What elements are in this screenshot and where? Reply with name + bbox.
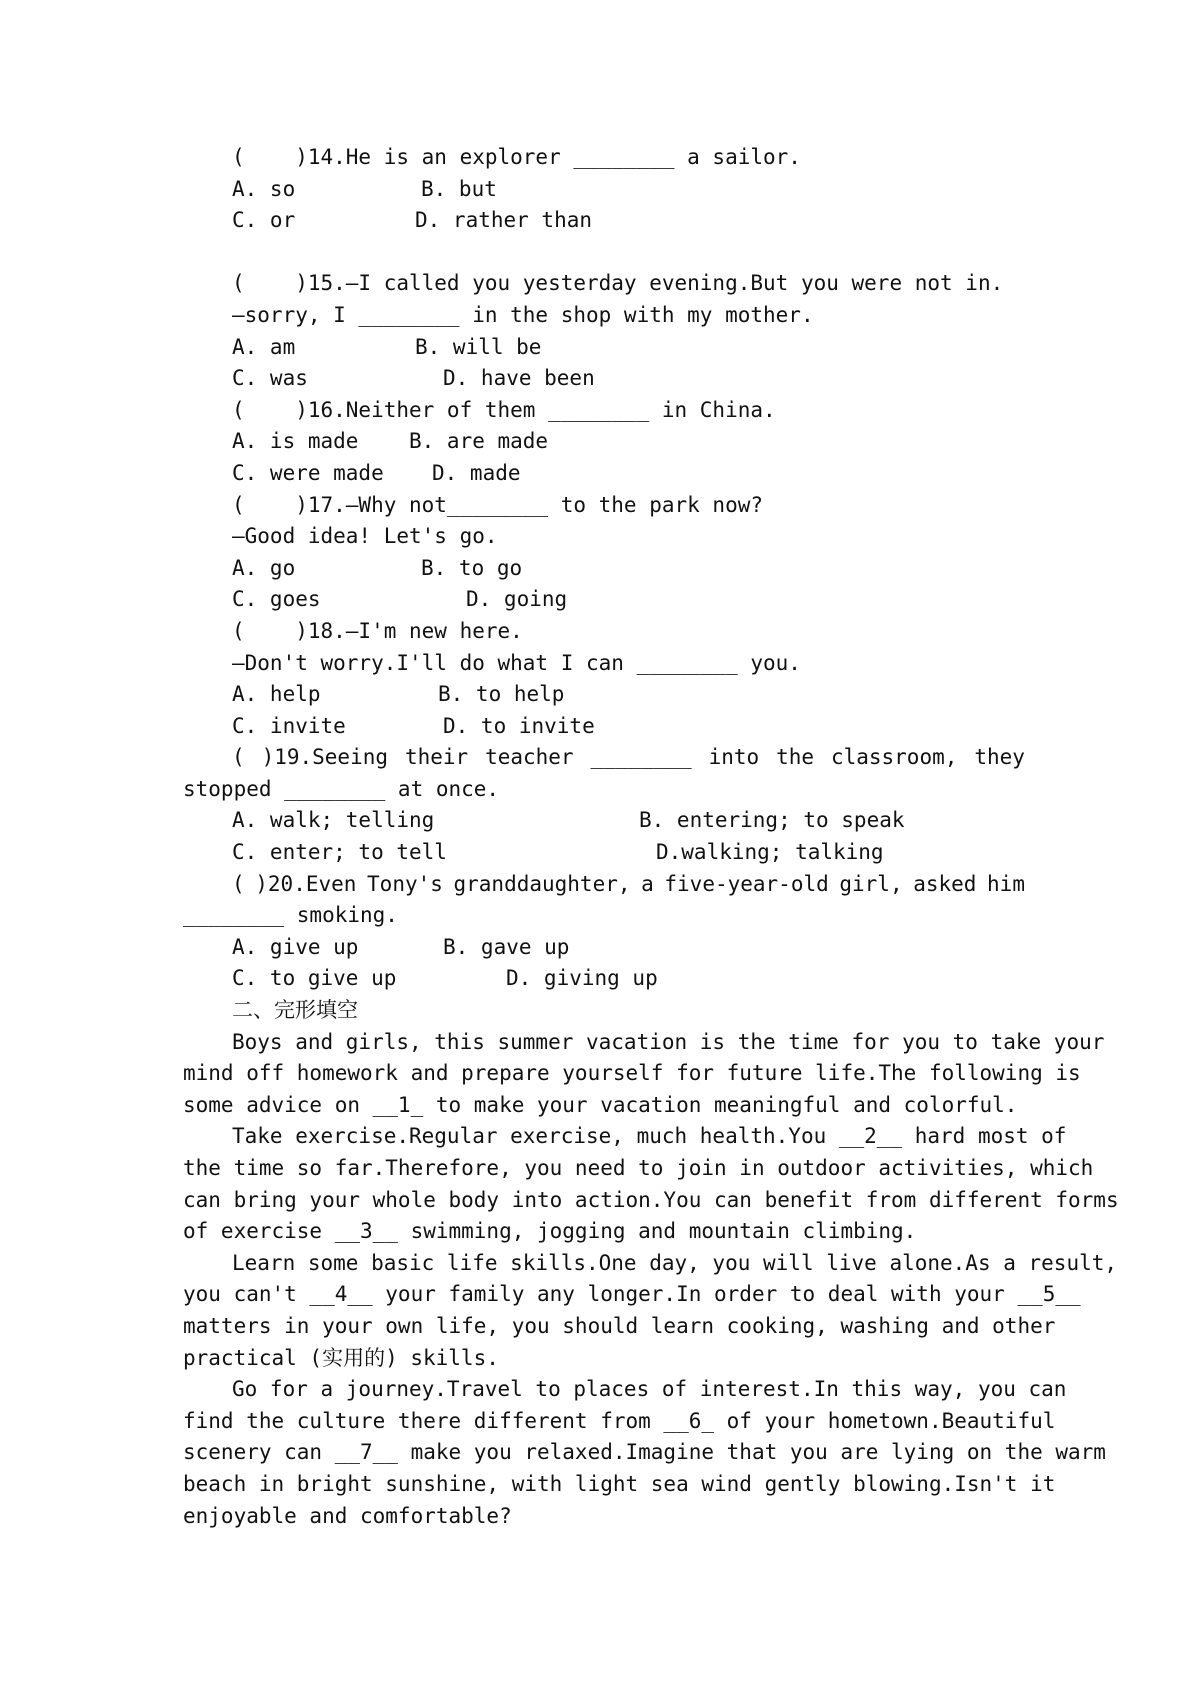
- option-d: D. have been: [443, 366, 595, 391]
- paragraph-1-line: [183, 1027, 1105, 1059]
- question-18-options-row1: [183, 679, 1025, 711]
- question-20-stem-continued: ________ smoking.: [183, 903, 398, 928]
- option-a: A. help: [232, 682, 321, 707]
- option-d: D.walking; talking: [656, 840, 884, 865]
- stem-word: (: [232, 745, 245, 770]
- option-b: B. gave up: [443, 934, 570, 959]
- question-19-options-row1: [183, 805, 1025, 837]
- paragraph-4-line: find the culture there different from __6_ of your hometown.Beautiful: [183, 1408, 1056, 1433]
- option-c: C. was: [232, 366, 308, 391]
- question-20-stem: [183, 869, 1025, 901]
- option-d: D. giving up: [506, 966, 658, 991]
- paragraph-4-line: beach in bright sunshine, with light sea wind gently blowing.Isn't it: [183, 1471, 1056, 1496]
- option-b: B. to help: [438, 682, 565, 707]
- option-a: A. so: [232, 176, 296, 201]
- blank-line: [183, 237, 1025, 269]
- stem-word: classroom,: [830, 745, 958, 770]
- option-b: B. to go: [421, 555, 523, 580]
- stem-word: granddaughter,: [453, 871, 631, 896]
- stem-word: a: [641, 871, 654, 896]
- question-15-options-row2: [183, 363, 1025, 395]
- paragraph-2-line: of exercise __3__ swimming, jogging and mountain climbing.: [183, 1219, 917, 1244]
- stem-word: teacher: [485, 745, 574, 770]
- option-c: C. were made: [232, 460, 384, 485]
- question-16-stem: ( )16.Neither of them ________ in China.: [232, 397, 776, 422]
- option-c: C. to give up: [232, 966, 397, 991]
- question-15-stem: ( )15.—I called you yesterday evening.But you were not in.: [232, 271, 1004, 296]
- option-b: B. will be: [415, 334, 542, 359]
- option-b: B. are made: [409, 429, 549, 454]
- question-19-stem: [183, 742, 1025, 774]
- paragraph-3-line: practical (实用的) skills.: [183, 1345, 499, 1370]
- line-text: Boys and girls, this summer vacation is the time for you to take your: [232, 1029, 1105, 1054]
- question-14-stem: ( )14.He is an explorer ________ a sailor.: [232, 145, 801, 169]
- paragraph-3-line: matters in your own life, you should learn cooking, washing and other: [183, 1313, 1056, 1338]
- question-17-reply: —Good idea! Let's go.: [232, 524, 498, 549]
- option-d: D. rather than: [415, 208, 593, 233]
- question-17-options-row1: [183, 553, 1025, 585]
- stem-word: girl,: [839, 871, 903, 896]
- question-16-options-row2: [183, 458, 1025, 490]
- question-16-options-row1: [183, 426, 1025, 458]
- question-14-options-row1: [183, 174, 1025, 206]
- question-15-reply: —sorry, I ________ in the shop with my mother.: [232, 302, 814, 327]
- question-15-options-row1: [183, 332, 1025, 364]
- option-d: D. to invite: [443, 713, 595, 738]
- option-c: C. or: [232, 208, 296, 233]
- paragraph-4-line: enjoyable and comfortable?: [183, 1503, 512, 1528]
- paragraph-2-line: the time so far.Therefore, you need to join in outdoor activities, which: [183, 1156, 1094, 1180]
- question-17-stem: ( )17.—Why not________ to the park now?: [232, 492, 764, 517]
- option-b: B. entering; to speak: [639, 808, 905, 833]
- question-17-options-row2: [183, 584, 1025, 616]
- question-19-stem-continued: stopped ________ at once.: [183, 776, 500, 801]
- option-c: C. goes: [232, 587, 321, 612]
- stem-word: Tony's: [367, 871, 443, 896]
- option-b: B. but: [421, 176, 497, 201]
- stem-word: their: [404, 745, 469, 770]
- question-20-options-row2: [183, 963, 1025, 995]
- option-a: A. give up: [232, 934, 359, 959]
- document-page: [183, 142, 1119, 1532]
- section-heading: 二、完形填空: [232, 998, 358, 1023]
- question-18-stem: ( )18.—I'm new here.: [232, 618, 523, 643]
- stem-word: five-year-old: [664, 871, 829, 896]
- stem-word: )20.Even: [255, 871, 357, 896]
- paragraph-1-line: some advice on __1_ to make your vacation meaningful and colorful.: [183, 1092, 1018, 1117]
- option-a: A. walk; telling: [232, 808, 435, 833]
- stem-word: him: [987, 871, 1025, 896]
- paragraph-3-line: Learn some basic life skills.One day, you will live alone.As a result,: [232, 1250, 1118, 1275]
- option-a: A. go: [232, 555, 296, 580]
- option-c: C. invite: [232, 713, 346, 738]
- paragraph-2-line: can bring your whole body into action.You can benefit from different forms: [183, 1187, 1119, 1212]
- option-a: A. is made: [232, 429, 359, 454]
- question-19-options-row2: [183, 837, 1025, 869]
- stem-word: they: [974, 745, 1025, 770]
- stem-word: )19.Seeing: [261, 745, 389, 770]
- question-18-options-row2: [183, 711, 1025, 743]
- option-d: D. made: [432, 460, 521, 485]
- stem-word: into: [708, 745, 760, 770]
- paragraph-1-line: mind off homework and prepare yourself for future life.The following is: [183, 1061, 1081, 1086]
- paragraph-4-line: scenery can __7__ make you relaxed.Imagine that you are lying on the warm: [183, 1440, 1106, 1465]
- paragraph-3-line: you can't __4__ your family any longer.In order to deal with your __5__: [183, 1282, 1081, 1307]
- stem-word: (: [232, 871, 245, 896]
- option-c: C. enter; to tell: [232, 840, 447, 865]
- paragraph-2-line: Take exercise.Regular exercise, much health.You __2__ hard most of: [232, 1124, 1067, 1149]
- question-18-reply: —Don't worry.I'll do what I can ________ you.: [232, 650, 801, 675]
- paragraph-4-line: Go for a journey.Travel to places of interest.In this way, you can: [232, 1377, 1067, 1402]
- stem-blank: ________: [590, 745, 692, 770]
- question-14-options-row2: [183, 205, 1025, 237]
- option-d: D. going: [466, 587, 568, 612]
- option-a: A. am: [232, 334, 296, 359]
- stem-word: asked: [913, 871, 977, 896]
- stem-word: the: [776, 745, 815, 770]
- question-20-options-row1: [183, 932, 1025, 964]
